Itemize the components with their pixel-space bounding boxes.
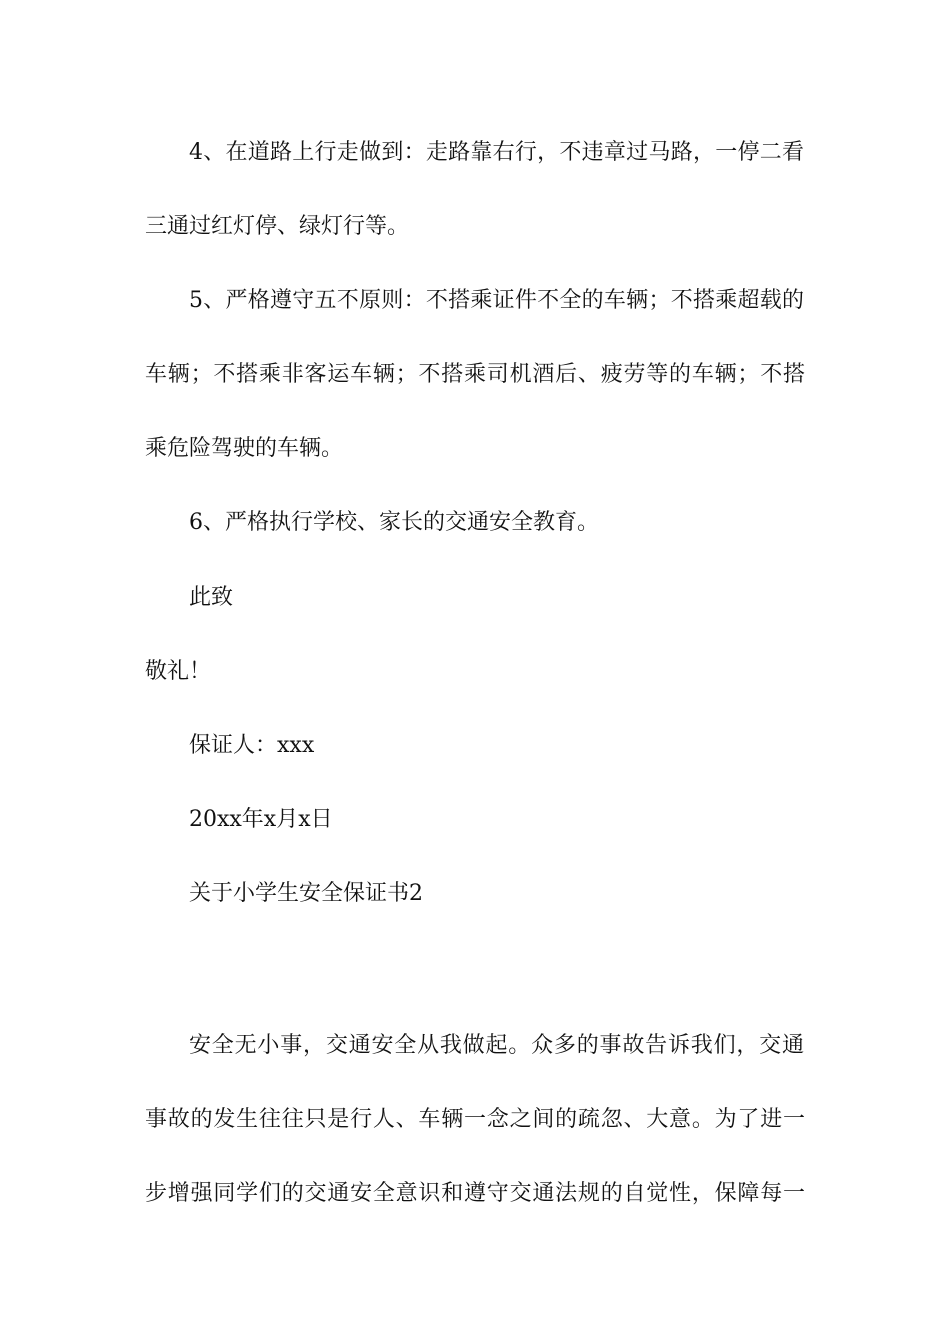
paragraph-line: 三通过红灯停、绿灯行等。 — [145, 214, 410, 239]
closing-regards: 敬礼！ — [145, 659, 212, 684]
guarantor-signature: 保证人：xxx — [189, 733, 315, 758]
paragraph-line: 事故的发生往往只是行人、车辆一念之间的疏忽、大意。为了进一 — [145, 1107, 805, 1132]
paragraph-line: 5、严格遵守五不原则：不搭乘证件不全的车辆；不搭乘超载的 — [189, 288, 804, 313]
closing-salutation: 此致 — [189, 585, 234, 610]
paragraph-line: 安全无小事，交通安全从我做起。众多的事故告诉我们，交通 — [189, 1033, 804, 1058]
paragraph-line: 乘危险驾驶的车辆。 — [145, 436, 344, 461]
paragraph-line: 车辆；不搭乘非客运车辆；不搭乘司机酒后、疲劳等的车辆；不搭 — [145, 362, 805, 387]
signature-date: 20xx年x月x日 — [189, 807, 333, 832]
paragraph-line: 6、严格执行学校、家长的交通安全教育。 — [189, 510, 599, 535]
paragraph-line: 步增强同学们的交通安全意识和遵守交通法规的自觉性，保障每一 — [145, 1181, 805, 1206]
section-title: 关于小学生安全保证书2 — [189, 881, 423, 906]
paragraph-line: 4、在道路上行走做到：走路靠右行，不违章过马路，一停二看 — [189, 140, 804, 165]
